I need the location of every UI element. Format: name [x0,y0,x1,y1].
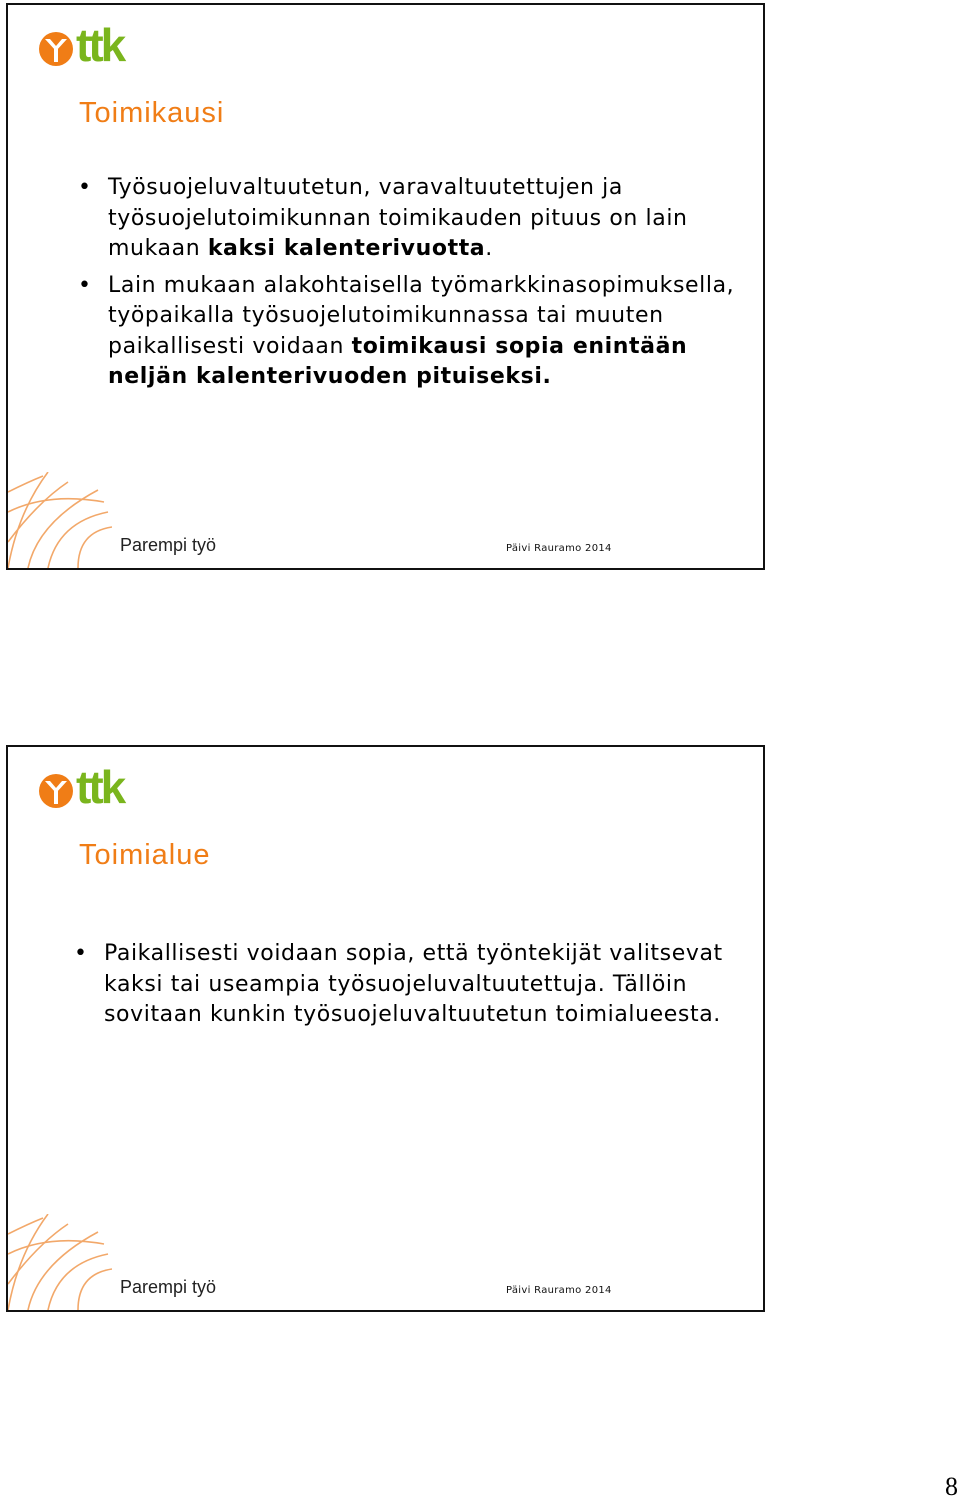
slide-title: Toimikausi [79,97,225,129]
bullet-list [74,939,744,1037]
arc-decoration-icon [8,472,112,568]
bullet-emphasis: kaksi kalenterivuotta [207,236,486,261]
slide-title: Toimialue [79,839,211,871]
bullet-list [78,173,748,399]
bullet-item [74,939,744,1031]
bullet-icon: • [78,272,92,298]
ttk-emblem-icon [36,29,76,69]
bullet-emphasis: toimikausi sopia enintään neljän kalenterivuoden pituiseksi. [108,333,688,389]
arc-decoration-icon [8,1214,112,1310]
bullet-text: Työsuojeluvaltuutetun, varavaltuutettujen ja työsuojelutoimikunnan toimikauden pituus on lain mukaan [108,175,688,261]
page-number: 8 [945,1472,958,1501]
footer-author: Päivi Rauramo 2014 [506,543,612,554]
footer-brand: Parempi työ [120,1277,217,1297]
bullet-text: Lain mukaan alakohtaisella työmarkkinasopimuksella, työpaikalla työsuojelutoimikunnassa tai muuten paikallisesti voidaan [108,272,735,359]
ttk-emblem-icon [36,771,76,811]
logo-text: ttk [76,19,124,71]
logo-text: ttk [76,761,124,813]
bullet-icon: • [78,175,92,200]
ttk-logo [36,761,146,817]
ttk-logo [36,19,146,75]
bullet-item [78,173,748,265]
bullet-text-end: . [485,236,493,261]
footer-brand: Parempi työ [120,535,217,555]
bullet-item [78,271,748,393]
bullet-icon: • [74,941,88,966]
bullet-text: Paikallisesti voidaan sopia, että työntekijät valitsevat kaksi tai useampia työsuojeluvaltuutettuja. Tällöin sovitaan kunkin työsuojeluvaltuutetun toimialueesta. [104,941,723,1027]
slide-2 [6,745,765,1312]
footer-author: Päivi Rauramo 2014 [506,1285,612,1296]
slide-1 [6,3,765,570]
